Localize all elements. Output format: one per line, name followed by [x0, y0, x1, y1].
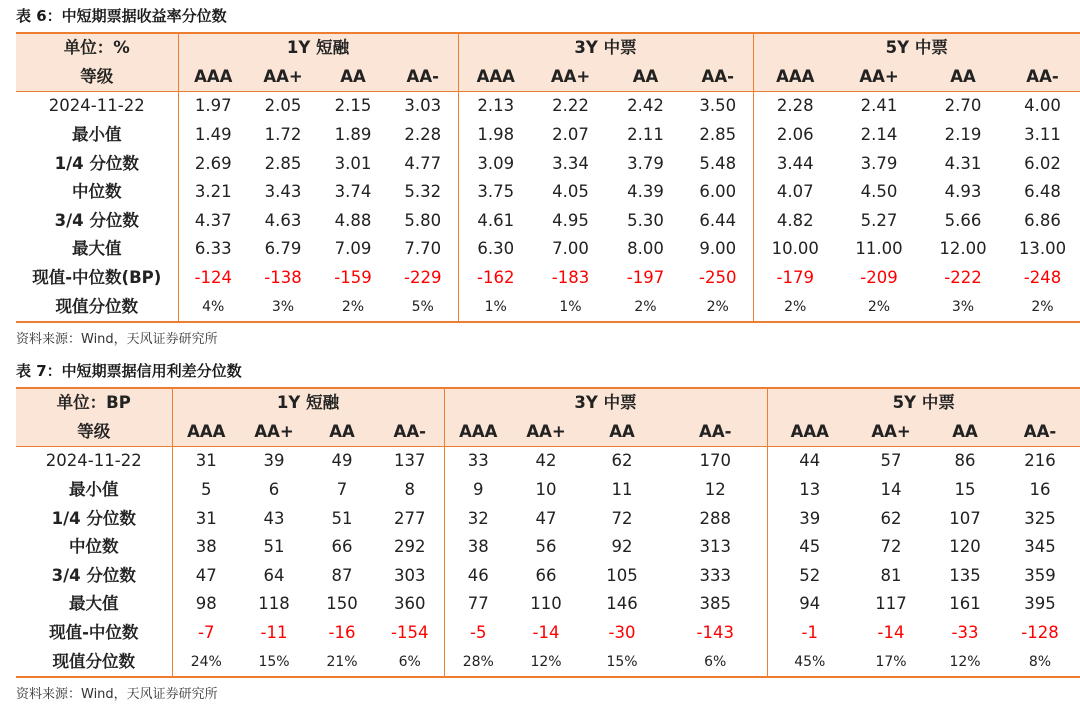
table-cell: -11	[260, 623, 288, 643]
table6-unit-label: 单位：%	[16, 33, 178, 63]
table-cell: 11	[611, 480, 633, 500]
table7-title: 表 7：中短期票据信用利差分位数	[16, 362, 242, 380]
table7-grade-aaa: AAA	[767, 418, 852, 447]
table-row	[16, 292, 1080, 322]
table-cell: -33	[951, 623, 979, 643]
table-cell: 6.33	[178, 235, 248, 264]
table-cell: 1.89	[334, 125, 372, 145]
table-cell: 7	[336, 480, 348, 500]
table-cell: 24%	[172, 647, 240, 677]
table-cell: 5.80	[404, 210, 442, 230]
table-cell: 4.61	[458, 207, 533, 236]
table6-grade-header-row	[16, 63, 1080, 92]
row-label: 现值分位数	[16, 647, 172, 677]
table7-group-5y: 5Y 中票	[767, 388, 1080, 418]
table-cell: 1.97	[178, 92, 248, 121]
table-cell: 6.30	[458, 235, 533, 264]
table-row	[16, 92, 1080, 121]
table-cell: 11.00	[855, 239, 903, 259]
table-cell: 4.93	[944, 182, 982, 202]
table7-grade-aaminus: AA-	[376, 418, 444, 447]
table-cell: 31	[172, 504, 240, 533]
table6-grade-aa: AA	[318, 63, 388, 92]
table7-group-header-row	[16, 388, 1080, 418]
table-cell: 1%	[458, 292, 533, 322]
table-cell: 12%	[930, 647, 1000, 677]
table-cell: 5.30	[627, 210, 664, 230]
table7-grade-aa: AA	[580, 418, 664, 447]
table-cell: 3.74	[334, 182, 372, 202]
table7-grade-aaplus: AA+	[240, 418, 308, 447]
table-cell: -138	[264, 268, 302, 288]
table-cell: 2%	[608, 292, 683, 322]
table-cell: 6.79	[264, 239, 302, 259]
table-cell: 28%	[444, 647, 512, 677]
table-row	[16, 264, 1080, 293]
table-cell: 2.28	[753, 92, 837, 121]
table-cell: 4.05	[552, 182, 589, 202]
table-cell: -197	[626, 268, 665, 288]
table-cell: 3.79	[627, 153, 664, 173]
table-cell: 13.00	[1018, 239, 1067, 259]
row-label: 最小值	[72, 125, 122, 145]
table-cell: 87	[331, 565, 353, 585]
table-row	[16, 447, 1080, 476]
table-row	[16, 121, 1080, 150]
row-label: 最大值	[72, 239, 122, 259]
table-cell: 51	[331, 508, 353, 528]
table-cell: 7.70	[404, 239, 442, 259]
table-cell: 45%	[767, 647, 852, 677]
row-label: 现值-中位数(BP)	[32, 268, 162, 288]
table-cell: 3.75	[458, 178, 533, 207]
table-cell: 2.06	[753, 121, 837, 150]
table-cell: -30	[608, 623, 636, 643]
table-cell: 2.70	[944, 96, 982, 116]
table-cell: 72	[611, 508, 633, 528]
table-cell: 64	[263, 565, 285, 585]
table-cell: -16	[328, 623, 356, 643]
table-cell: 2%	[318, 292, 388, 322]
table-cell: 8.00	[627, 239, 664, 259]
table-cell: 2.85	[264, 153, 302, 173]
table6-grade-aa: AA	[921, 63, 1005, 92]
table-cell: -179	[753, 264, 837, 293]
table6-title: 表 6：中短期票据收益率分位数	[16, 7, 227, 25]
table-cell: 98	[172, 590, 240, 619]
table-cell: 150	[326, 594, 358, 614]
table-cell: 72	[880, 537, 902, 557]
table-cell: 277	[394, 508, 426, 528]
table-cell: 12%	[512, 647, 580, 677]
row-label: 现值分位数	[16, 292, 178, 322]
table6-grade-aaplus: AA+	[533, 63, 608, 92]
table-cell: 5%	[388, 292, 458, 322]
table-cell: 4%	[178, 292, 248, 322]
table-cell: 9.00	[699, 239, 737, 259]
table-cell: 6%	[664, 647, 767, 677]
table6-group-1y: 1Y 短融	[178, 33, 458, 63]
table-cell: 1.49	[178, 121, 248, 150]
table-cell: 2.28	[404, 125, 442, 145]
table-cell: 7.09	[334, 239, 372, 259]
table-cell: 5.48	[699, 153, 737, 173]
table6-grade-aaminus: AA-	[683, 63, 753, 92]
table-row	[16, 590, 1080, 619]
table-cell: 6.44	[699, 210, 737, 230]
table-cell: 62	[880, 508, 902, 528]
table-cell: 2%	[753, 292, 837, 322]
table7-grade-aaplus: AA+	[852, 418, 930, 447]
table-cell: 303	[394, 565, 426, 585]
table-cell: 39	[263, 451, 285, 471]
row-label: 最大值	[69, 594, 119, 614]
table6-grade-aaminus: AA-	[1005, 63, 1080, 92]
table-cell: 10.00	[753, 235, 837, 264]
table-cell: 359	[1024, 565, 1056, 585]
table7-unit-label: 单位：BP	[16, 388, 172, 418]
table-cell: 51	[263, 537, 285, 557]
table-cell: 81	[880, 565, 902, 585]
table-cell: 39	[767, 504, 852, 533]
table-row	[16, 476, 1080, 505]
table6-grade-aaminus: AA-	[388, 63, 458, 92]
table-cell: 5.32	[404, 182, 442, 202]
table-cell: 52	[767, 562, 852, 591]
table-cell: 66	[535, 565, 557, 585]
table-row	[16, 647, 1080, 677]
table-cell: -7	[172, 619, 240, 648]
table7-grade-aaplus: AA+	[512, 418, 580, 447]
table-cell: 6.86	[1024, 210, 1061, 230]
table-cell: 66	[331, 537, 353, 557]
table-cell: 33	[444, 447, 512, 476]
table-cell: -5	[444, 619, 512, 648]
table-cell: 137	[394, 451, 426, 471]
table-cell: 21%	[308, 647, 376, 677]
table-cell: 4.82	[753, 207, 837, 236]
table-cell: 325	[1024, 508, 1056, 528]
row-label: 1/4 分位数	[54, 153, 139, 173]
table7-grade-aaminus: AA-	[664, 418, 767, 447]
table7-source: 资料来源：Wind，天风证券研究所	[16, 687, 218, 702]
table-cell: 4.07	[753, 178, 837, 207]
table-cell: 3.21	[178, 178, 248, 207]
table-cell: 2.69	[178, 149, 248, 178]
table-cell: 4.88	[334, 210, 372, 230]
table-cell: -14	[877, 623, 905, 643]
table-cell: 105	[606, 565, 638, 585]
table-cell: 6.00	[699, 182, 737, 202]
table-cell: 57	[880, 451, 902, 471]
table-cell: 4.50	[860, 182, 898, 202]
table-cell: 10	[535, 480, 557, 500]
table6-group-header-row	[16, 33, 1080, 63]
table6-source: 资料来源：Wind，天风证券研究所	[16, 332, 218, 347]
table-cell: -124	[178, 264, 248, 293]
table-cell: 12	[704, 480, 726, 500]
table-cell: 4.37	[178, 207, 248, 236]
table-cell: 2.15	[334, 96, 372, 116]
table6-group-3y: 3Y 中票	[458, 33, 753, 63]
table6	[16, 32, 1080, 323]
table-cell: 1.72	[264, 125, 302, 145]
table-cell: 161	[949, 594, 981, 614]
table-cell: 333	[699, 565, 731, 585]
row-label: 3/4 分位数	[54, 210, 139, 230]
table-cell: 47	[172, 562, 240, 591]
table6-group-5y: 5Y 中票	[753, 33, 1080, 63]
table-cell: 3.43	[264, 182, 302, 202]
table-cell: 47	[535, 508, 557, 528]
table6-grade-aa: AA	[608, 63, 683, 92]
table6-grade-aaplus: AA+	[248, 63, 318, 92]
table-cell: 2%	[1005, 292, 1080, 322]
table-cell: -14	[532, 623, 560, 643]
table-cell: 313	[699, 537, 731, 557]
table-cell: 2.85	[699, 125, 737, 145]
table-cell: 6.02	[1024, 153, 1061, 173]
table-cell: 2.42	[627, 96, 664, 116]
table-cell: 8	[404, 480, 415, 500]
table-cell: -159	[334, 268, 372, 288]
table-cell: 12.00	[939, 239, 987, 259]
table-cell: 2.41	[860, 96, 898, 116]
table-cell: 5	[172, 476, 240, 505]
table7-grade-aaminus: AA-	[1000, 418, 1080, 447]
table-cell: 345	[1024, 537, 1056, 557]
table-cell: 5.27	[860, 210, 898, 230]
table-cell: 1%	[533, 292, 608, 322]
table-cell: 46	[444, 562, 512, 591]
table-cell: 4.95	[552, 210, 589, 230]
table-cell: 2.19	[944, 125, 982, 145]
table7-group-1y: 1Y 短融	[172, 388, 444, 418]
row-label: 1/4 分位数	[51, 508, 136, 528]
table-cell: 3.79	[860, 153, 898, 173]
table-cell: 395	[1024, 594, 1056, 614]
table-cell: 3%	[921, 292, 1005, 322]
table-cell: 3.03	[404, 96, 442, 116]
table-cell: 2.22	[552, 96, 589, 116]
table-row	[16, 504, 1080, 533]
table-cell: 2.11	[627, 125, 664, 145]
table7-group-3y: 3Y 中票	[444, 388, 767, 418]
table-row	[16, 207, 1080, 236]
table-cell: 2%	[837, 292, 921, 322]
table-cell: 2.07	[552, 125, 589, 145]
table-cell: 170	[699, 451, 731, 471]
table-cell: 31	[172, 447, 240, 476]
table-cell: -222	[944, 268, 982, 288]
table-cell: 43	[263, 508, 285, 528]
table-row	[16, 619, 1080, 648]
table-cell: 56	[535, 537, 557, 557]
table-cell: 288	[699, 508, 731, 528]
table7-grade-aaa: AAA	[444, 418, 512, 447]
table-cell: 9	[444, 476, 512, 505]
table-cell: 3.34	[552, 153, 589, 173]
table-cell: 216	[1024, 451, 1056, 471]
table-row	[16, 235, 1080, 264]
table-cell: 15%	[580, 647, 664, 677]
table-cell: 3.44	[753, 149, 837, 178]
table-cell: 292	[394, 537, 426, 557]
table-cell: 2.14	[860, 125, 898, 145]
table-cell: -143	[696, 623, 734, 643]
table-cell: 1.98	[458, 121, 533, 150]
table-cell: 6	[268, 480, 280, 500]
table-cell: 3%	[248, 292, 318, 322]
table-cell: 45	[767, 533, 852, 562]
table-cell: 3.09	[458, 149, 533, 178]
table-cell: 62	[611, 451, 633, 471]
table7-grade-header-row	[16, 418, 1080, 447]
table-cell: -250	[699, 268, 737, 288]
table-cell: 15	[954, 480, 976, 500]
table-cell: -154	[391, 623, 429, 643]
table-cell: -1	[767, 619, 852, 648]
row-label: 2024-11-22	[45, 451, 142, 471]
table-cell: 32	[444, 504, 512, 533]
table-cell: 38	[444, 533, 512, 562]
table-cell: 17%	[852, 647, 930, 677]
table-cell: 4.00	[1024, 96, 1061, 116]
table7	[16, 387, 1080, 678]
table-cell: 86	[954, 451, 976, 471]
table-row	[16, 178, 1080, 207]
table6-grade-aaplus: AA+	[837, 63, 921, 92]
table-cell: 6%	[376, 647, 444, 677]
table6-grade-aaa: AAA	[753, 63, 837, 92]
table-cell: 135	[949, 565, 981, 585]
row-label: 最小值	[69, 480, 119, 500]
table-cell: 4.31	[944, 153, 982, 173]
table-cell: 7.00	[552, 239, 589, 259]
table7-grade-aa: AA	[308, 418, 376, 447]
table6-grade-label: 等级	[16, 63, 178, 92]
table-cell: 120	[949, 537, 981, 557]
table-cell: 44	[767, 447, 852, 476]
table-cell: 2.05	[264, 96, 302, 116]
table-cell: 49	[331, 451, 353, 471]
table-cell: 110	[530, 594, 562, 614]
table-cell: 94	[767, 590, 852, 619]
table-cell: 4.77	[404, 153, 442, 173]
table-row	[16, 533, 1080, 562]
table-cell: -183	[551, 268, 590, 288]
table-cell: 2%	[683, 292, 753, 322]
table-cell: 92	[611, 537, 633, 557]
table-cell: -248	[1023, 268, 1062, 288]
table-cell: 118	[258, 594, 290, 614]
row-label: 中位数	[72, 182, 122, 202]
row-label: 2024-11-22	[48, 96, 145, 116]
table-cell: 4.63	[264, 210, 302, 230]
table7-grade-aa: AA	[930, 418, 1000, 447]
table-cell: 16	[1029, 480, 1051, 500]
table-cell: 4.39	[627, 182, 664, 202]
table-cell: 14	[880, 480, 902, 500]
table-cell: 3.11	[1024, 125, 1061, 145]
row-label: 中位数	[69, 537, 119, 557]
table-cell: -229	[404, 268, 442, 288]
row-label: 现值-中位数	[49, 623, 139, 643]
table6-grade-aaa: AAA	[178, 63, 248, 92]
table7-grade-aaa: AAA	[172, 418, 240, 447]
table-cell: 3.01	[334, 153, 372, 173]
table-cell: 42	[535, 451, 557, 471]
table-cell: 77	[444, 590, 512, 619]
table-cell: 385	[699, 594, 731, 614]
table-row	[16, 149, 1080, 178]
table-cell: 6.48	[1024, 182, 1061, 202]
table-cell: 13	[767, 476, 852, 505]
table-cell: 3.50	[699, 96, 737, 116]
table-cell: 360	[394, 594, 426, 614]
table6-grade-aaa: AAA	[458, 63, 533, 92]
table-cell: 117	[875, 594, 907, 614]
table-cell: 38	[172, 533, 240, 562]
table-cell: 2.13	[458, 92, 533, 121]
row-label: 3/4 分位数	[51, 565, 136, 585]
table-cell: -128	[1021, 623, 1059, 643]
table7-grade-label: 等级	[16, 418, 172, 447]
table-cell: 146	[606, 594, 638, 614]
table-cell: 107	[949, 508, 981, 528]
table-cell: -162	[458, 264, 533, 293]
table-cell: -209	[860, 268, 898, 288]
table-cell: 8%	[1000, 647, 1080, 677]
table-cell: 15%	[240, 647, 308, 677]
table-row	[16, 562, 1080, 591]
table-cell: 5.66	[944, 210, 982, 230]
